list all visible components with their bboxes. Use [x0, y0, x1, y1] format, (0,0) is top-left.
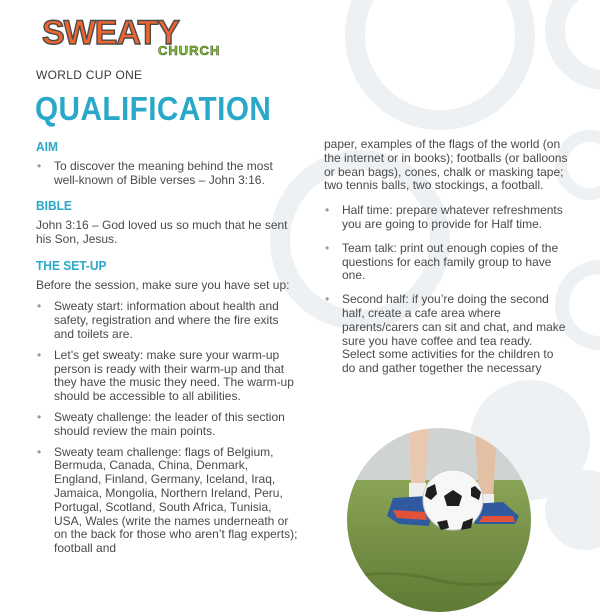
- setup-heading: THE SET-UP: [36, 257, 107, 273]
- football-photo: [347, 428, 531, 612]
- bullet-icon: •: [325, 203, 330, 218]
- list-item: [324, 242, 568, 283]
- bullet-icon: •: [37, 347, 42, 362]
- list-item: [36, 300, 298, 341]
- bible-text: John 3:16 – God loved us so much that he sent his Son, Jesus.: [36, 218, 288, 246]
- list-item: [36, 349, 298, 404]
- list-item-text: Team talk: print out enough copies of the questions for each family group to have one.: [342, 240, 559, 283]
- list-item-text: To discover the meaning behind the most well-known of Bible verses – John 3:16.: [54, 158, 273, 187]
- bullet-icon: •: [37, 299, 42, 314]
- logo-word-sweaty: SWEATY: [42, 14, 179, 52]
- bullet-icon: •: [325, 240, 330, 255]
- setup-continuation: paper, examples of the flags of the world (on the internet or in books); footballs (or balloons or bean bags), cones, chalk or masking tape; two tennis balls, two stockings, a football.: [324, 137, 568, 193]
- background-ring: [545, 0, 600, 90]
- setup-list-continued: [324, 204, 568, 376]
- bible-section: [36, 199, 298, 246]
- bullet-icon: •: [37, 158, 42, 173]
- sweaty-church-logo: [40, 8, 240, 60]
- aim-heading: AIM: [36, 139, 58, 154]
- series-label: WORLD CUP ONE: [36, 68, 143, 82]
- list-item-text: Sweaty team challenge: flags of Belgium, Bermuda, Canada, China, Denmark, England, Finland, Germany, Iceland, Iraq, Jamaica, Mongolia, Northern Ireland, Peru, Portugal, Scotland, South Africa, Tunisia, USA, Wales (write the names underneath or on the back for those who aren’t flag experts); football and: [54, 444, 298, 556]
- list-item: [36, 411, 298, 439]
- aim-list: [36, 160, 298, 188]
- aim-section: [36, 140, 298, 187]
- bullet-icon: •: [325, 292, 330, 307]
- bullet-icon: •: [37, 409, 42, 424]
- list-item-text: Second half: if you’re doing the second half, create a cafe area where parents/carers can sit and chat, and make sure you have coffee and tea ready. Select some activities for the children to do and gather together the necessary: [342, 292, 566, 376]
- list-item-text: Sweaty challenge: the leader of this section should review the main points.: [54, 409, 285, 438]
- sweaty-church-logo-art: [40, 8, 240, 60]
- list-item-text: Half time: prepare whatever refreshments you are going to provide for Half time.: [342, 203, 563, 231]
- list-item: [36, 446, 298, 556]
- list-item-text: Sweaty start: information about health and safety, registration and where the fire exits and toilets are.: [54, 299, 279, 341]
- left-column: [36, 140, 298, 568]
- list-item: [36, 160, 298, 188]
- background-ring: [345, 0, 535, 130]
- bible-heading: BIBLE: [36, 198, 72, 214]
- page-title: QUALIFICATION: [35, 90, 272, 127]
- list-item-text: Let’s get sweaty: make sure your warm-up person is ready with their warm-up and that they have the music they need. The warm-up should be accessible to all abilities.: [54, 347, 294, 404]
- right-column: [324, 138, 568, 386]
- bullet-icon: •: [37, 444, 42, 459]
- setup-intro: Before the session, make sure you have set up:: [36, 277, 290, 292]
- list-item: [324, 293, 568, 376]
- setup-list: [36, 300, 298, 556]
- setup-section: [36, 259, 298, 556]
- football-photo-art: [347, 428, 531, 612]
- logo-word-church: CHURCH: [158, 43, 221, 58]
- list-item: [324, 204, 568, 232]
